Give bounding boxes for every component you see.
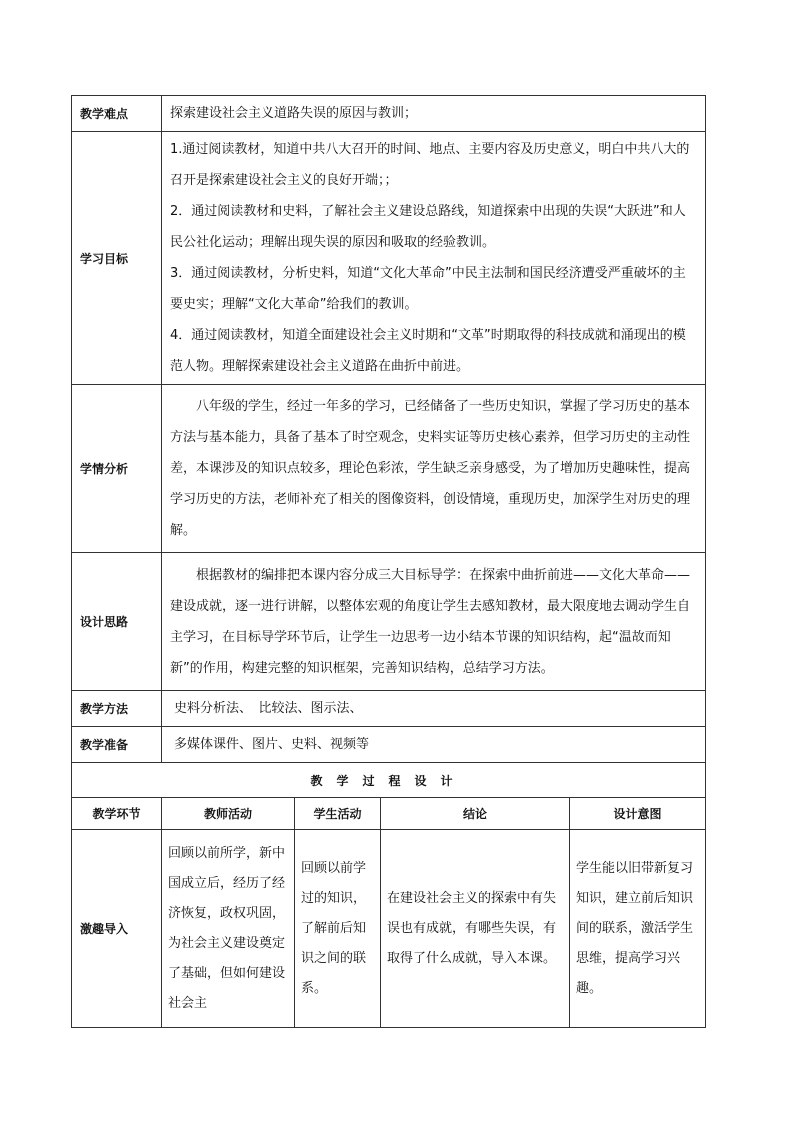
header-student: 学生活动 — [295, 798, 381, 830]
goal-item: 3．通过阅读教材，分析史料，知道“文化大革命”中民主法制和国民经济遭受严重破坏的主要史实；理解“文化大革命”给我们的教训。 — [170, 266, 686, 312]
row-process-headers — [72, 798, 706, 830]
stage-cell: 激趣导入 — [72, 830, 162, 1028]
row-difficulty — [72, 96, 706, 132]
prep-label: 教学准备 — [72, 727, 162, 763]
row-process-intro — [72, 830, 706, 1028]
goal-item: 1.通过阅读教材，知道中共八大召开的时间、地点、主要内容及历史意义，明白中共八大的召开是探索建设社会主义的良好开端；； — [170, 142, 690, 188]
method-text: 史料分析法、 比较法、图示法、 — [162, 691, 706, 727]
design-label: 设计思路 — [72, 553, 162, 691]
header-stage: 教学环节 — [72, 798, 162, 830]
goal-item: 4．通过阅读教材，知道全面建设社会主义时期和“文革”时期取得的科技成就和涌现出的模范人物。理解探索建设社会主义道路在曲折中前进。 — [170, 328, 686, 374]
header-intent: 设计意图 — [570, 798, 706, 830]
teacher-activity-cell: 回顾以前所学，新中国成立后，经历了经济恢复，政权巩固，为社会主义建设奠定了基础，但如何建设社会主 — [162, 830, 295, 1028]
row-prep — [72, 727, 706, 763]
lesson-plan-table — [71, 95, 706, 1028]
process-title: 教学过程设计 — [72, 763, 706, 798]
goals-label: 学习目标 — [72, 132, 162, 385]
row-goals — [72, 132, 706, 385]
row-process-title — [72, 763, 706, 798]
prep-text: 多媒体课件、图片、史料、视频等 — [162, 727, 706, 763]
difficulty-text: 探索建设社会主义道路失误的原因与教训； — [162, 96, 706, 132]
lesson-plan-page — [71, 95, 705, 1028]
intent-cell: 学生能以旧带新复习知识，建立前后知识间的联系，激活学生思维，提高学习兴趣。 — [570, 830, 706, 1028]
header-teacher: 教师活动 — [162, 798, 295, 830]
design-text: 根据教材的编排把本课内容分成三大目标导学：在探索中曲折前进——文化大革命——建设成就，逐一进行讲解，以整体宏观的角度让学生去感知教材，最大限度地去调动学生自主学习，在目标导学环节后，让学生一边思考一边小结本节课的知识结构，起“温故而知新”的作用，构建完整的知识框架，完善知识结构，总结学习方法。 — [162, 553, 706, 691]
goal-item: 2．通过阅读教材和史料，了解社会主义建设总路线，知道探索中出现的失误“大跃进”和人民公社化运动；理解出现失误的原因和吸取的经验教训。 — [170, 204, 686, 250]
student-activity-cell: 回顾以前学过的知识，了解前后知识之间的联系。 — [295, 830, 381, 1028]
row-method — [72, 691, 706, 727]
goals-content — [162, 132, 706, 385]
row-design — [72, 553, 706, 691]
header-conclusion: 结论 — [381, 798, 570, 830]
difficulty-label: 教学难点 — [72, 96, 162, 132]
conclusion-cell: 在建设社会主义的探索中有失误也有成就，有哪些失误，有取得了什么成就，导入本课。 — [381, 830, 570, 1028]
analysis-label: 学情分析 — [72, 385, 162, 553]
row-analysis — [72, 385, 706, 553]
analysis-text: 八年级的学生，经过一年多的学习，已经储备了一些历史知识，掌握了学习历史的基本方法与基本能力，具备了基本了时空观念，史料实证等历史核心素养，但学习历史的主动性差，本课涉及的知识点较多，理论色彩浓，学生缺乏亲身感受，为了增加历史趣味性，提高学习历史的方法，老师补充了相关的图像资料，创设情境，重现历史，加深学生对历史的理解。 — [162, 385, 706, 553]
method-label: 教学方法 — [72, 691, 162, 727]
